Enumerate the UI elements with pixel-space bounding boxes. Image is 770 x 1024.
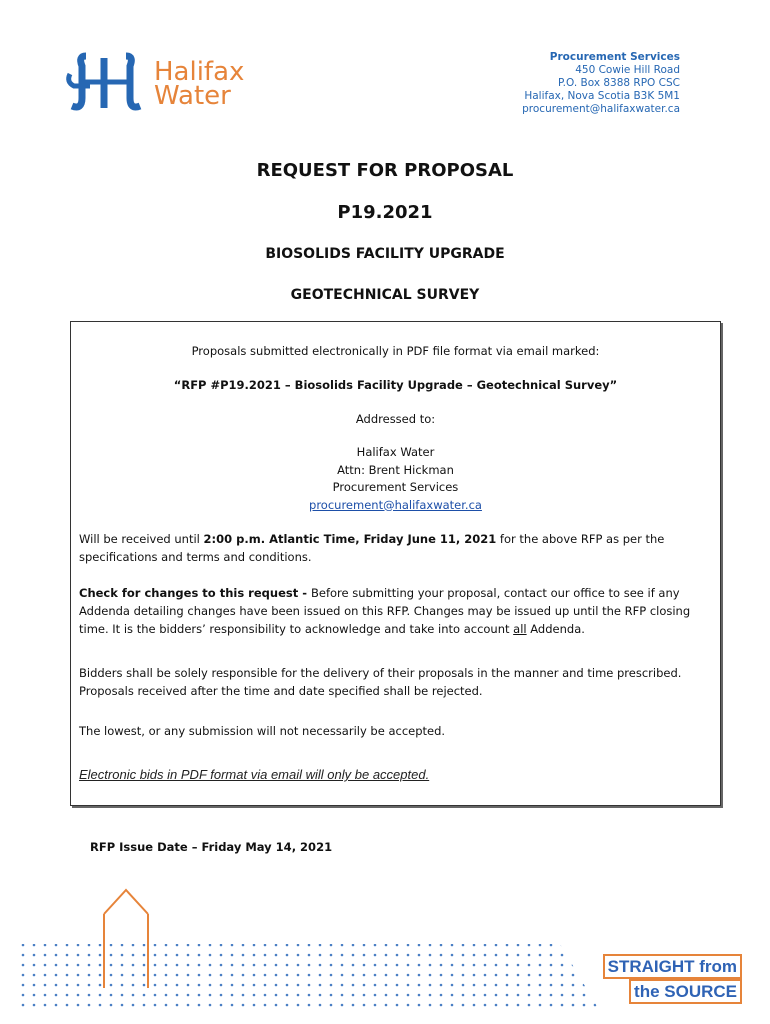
department-name: Procurement Services [549,51,680,63]
contact-email-link[interactable]: procurement@halifaxwater.ca [309,497,482,512]
submission-instructions-box [70,321,721,806]
deadline-suffix: for the above RFP as per the specifications and terms and conditions. [79,532,665,564]
changes-end: Addenda. [526,622,585,636]
header-email[interactable]: procurement@halifaxwater.ca [522,103,680,115]
contact-org: Halifax Water [356,445,435,459]
rfp-number: P19.2021 [337,202,433,223]
deadline-prefix: Will be received until [79,532,204,546]
project-subtitle: GEOTECHNICAL SURVEY [290,287,480,303]
logo-line-2: Water [154,81,231,111]
straight-from-the-source-badge [602,954,742,1004]
delivery-paragraph: Bidders shall be solely responsible for the delivery of their proposals in the manner and time prescribed. Proposals received after the time and date specified shall be rejected. [79,666,682,698]
electronic-bids-note: Electronic bids in PDF format via email will only be accepted. [79,767,430,782]
address-line-1: 450 Cowie Hill Road [575,64,680,76]
address-line-3: Halifax, Nova Scotia B3K 5M1 [524,90,680,102]
submission-note: Proposals submitted electronically in PDF file format via email marked: [191,344,600,358]
project-name: BIOSOLIDS FACILITY UPGRADE [265,246,505,262]
changes-paragraph [79,584,710,638]
address-line-2: P.O. Box 8388 RPO CSC [557,77,680,89]
issue-date: RFP Issue Date – Friday May 14, 2021 [90,840,333,854]
badge-line-1: STRAIGHT from [603,954,742,979]
changes-heading: Check for changes to this request - [79,586,311,600]
halifax-water-logo-icon [64,52,154,116]
email-marking: “RFP #P19.2021 – Biosolids Facility Upgrade – Geotechnical Survey” [173,378,618,392]
changes-text: Before submitting your proposal, contact our office to see if any Addenda detailing changes have been issued on this RFP. Changes may be issued up until the RFP closing time. It is the bidders’ responsibility to acknowledge and take into account [79,586,691,636]
logo-wordmark [154,57,245,111]
contact-block [71,444,720,514]
up-arrow-icon [96,884,156,994]
changes-all: all [513,622,527,636]
contact-dept: Procurement Services [332,480,459,494]
acceptance-paragraph: The lowest, or any submission will not necessarily be accepted. [79,724,446,738]
address-block [522,51,680,116]
document-title: REQUEST FOR PROPOSAL [256,160,514,181]
deadline-paragraph [79,530,710,566]
logo-line-1: Halifax [154,57,245,87]
addressed-to: Addressed to: [355,412,436,426]
deadline-date: 2:00 p.m. Atlantic Time, Friday June 11, 2021 [203,532,497,546]
badge-line-2: the SOURCE [629,979,742,1004]
halifax-water-logo [64,52,254,116]
contact-attn: Attn: Brent Hickman [337,462,454,477]
